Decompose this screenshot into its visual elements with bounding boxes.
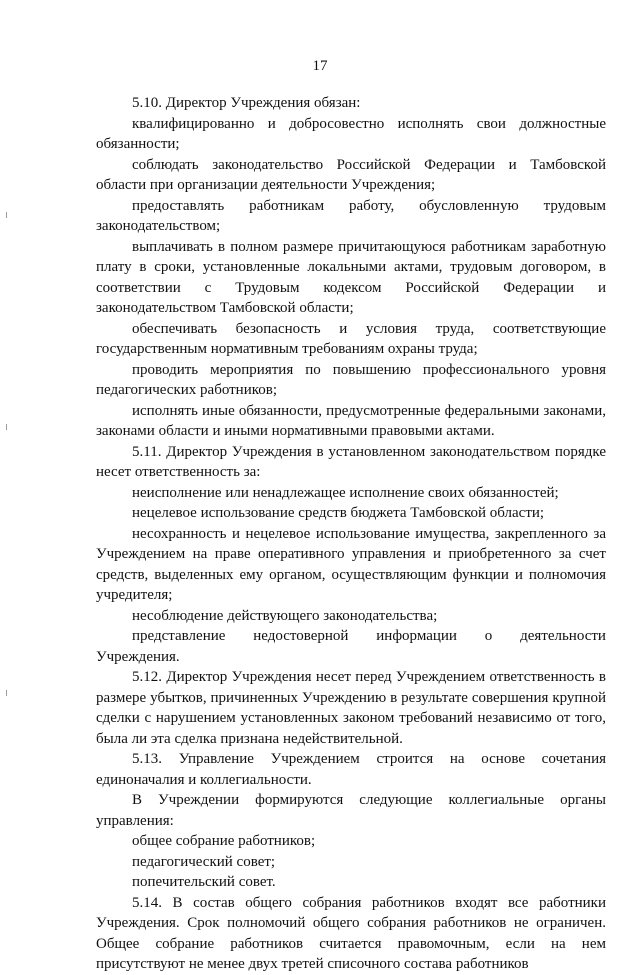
word: работникам (249, 197, 325, 214)
word: о (484, 628, 493, 644)
margin-mark (6, 424, 7, 430)
list-item (96, 196, 606, 237)
spread-line (96, 626, 606, 647)
word: недостоверной (253, 628, 349, 644)
page-number: 17 (312, 58, 328, 74)
paragraph: В Учреждении формируются следующие коллегиальные органы управления: (96, 792, 606, 829)
section-5-10-heading: 5.10. Директор Учреждения обязан: (132, 95, 361, 111)
list-item (96, 626, 606, 667)
list-item: попечительский совет. (132, 874, 276, 890)
word: представление (132, 628, 226, 644)
continuation-line: Учреждения. (96, 648, 180, 665)
list-item: исполнять иные обязанности, предусмотренные федеральными законами, законами области и иными нормативными правовыми актами. (96, 402, 606, 439)
list-item: квалифицированно и добросовестно исполнять свои должностные обязанности; (96, 115, 606, 152)
list-item: несохранность и нецелевое использование имущества, закрепленного за Учреждением на праве оперативного управления и приобретенного за счет средств, выделенных ему органом, осуществляющим функции и полномочия учредителя; (96, 525, 606, 603)
list-item: обеспечивать безопасность и условия труда, соответствующие государственным нормативным требованиям охраны труда; (96, 320, 606, 357)
section-5-12: 5.12. Директор Учреждения несет перед Учреждением ответственность в размере убытков, причиненных Учреждению в результате совершения крупной сделки с нарушением установленных законом требований независимо от того, была ли эта сделка признана недействительной. (96, 669, 606, 747)
list-item: проводить мероприятия по повышению профессионального уровня педагогических работников; (96, 361, 606, 398)
section-5-14: 5.14. В состав общего собрания работников входят все работники Учреждения. Срок полномочий общего собрания работников не ограничен. Общее собрание работников считается правомочным, если на нем присутствуют не менее двух третей списочного состава работников (96, 894, 606, 972)
word: обусловленную (419, 197, 519, 214)
document-body (96, 93, 606, 975)
spread-line (96, 196, 606, 217)
list-item: несоблюдение действующего законодательства; (132, 607, 438, 624)
list-item: общее собрание работников; (132, 833, 316, 849)
list-item: нецелевое использование средств бюджета Тамбовской области; (132, 505, 545, 521)
word: деятельности (520, 628, 606, 644)
word: работу, (349, 197, 395, 214)
list-item: педагогический совет; (132, 853, 276, 870)
section-5-13: 5.13. Управление Учреждением строится на основе сочетания единоначалия и коллегиальности. (96, 751, 606, 788)
word: трудовым (543, 197, 606, 214)
list-item: соблюдать законодательство Российской Федерации и Тамбовской области при организации деятельности Учреждения; (96, 156, 606, 193)
word: предоставлять (132, 197, 225, 214)
continuation-line: законодательством; (96, 218, 221, 234)
margin-mark (6, 690, 7, 696)
word: информации (376, 628, 457, 644)
list-item: неисполнение или ненадлежащее исполнение своих обязанностей; (132, 484, 559, 501)
margin-mark (6, 212, 7, 218)
list-item: выплачивать в полном размере причитающуюся работникам заработную плату в сроки, установленные локальными актами, трудовым договором, в соответствии с Трудовым кодексом Российской Федерации и законодательством Тамбовской области; (96, 238, 606, 316)
section-5-11: 5.11. Директор Учреждения в установленном законодательством порядке несет ответственность за: (96, 443, 606, 480)
